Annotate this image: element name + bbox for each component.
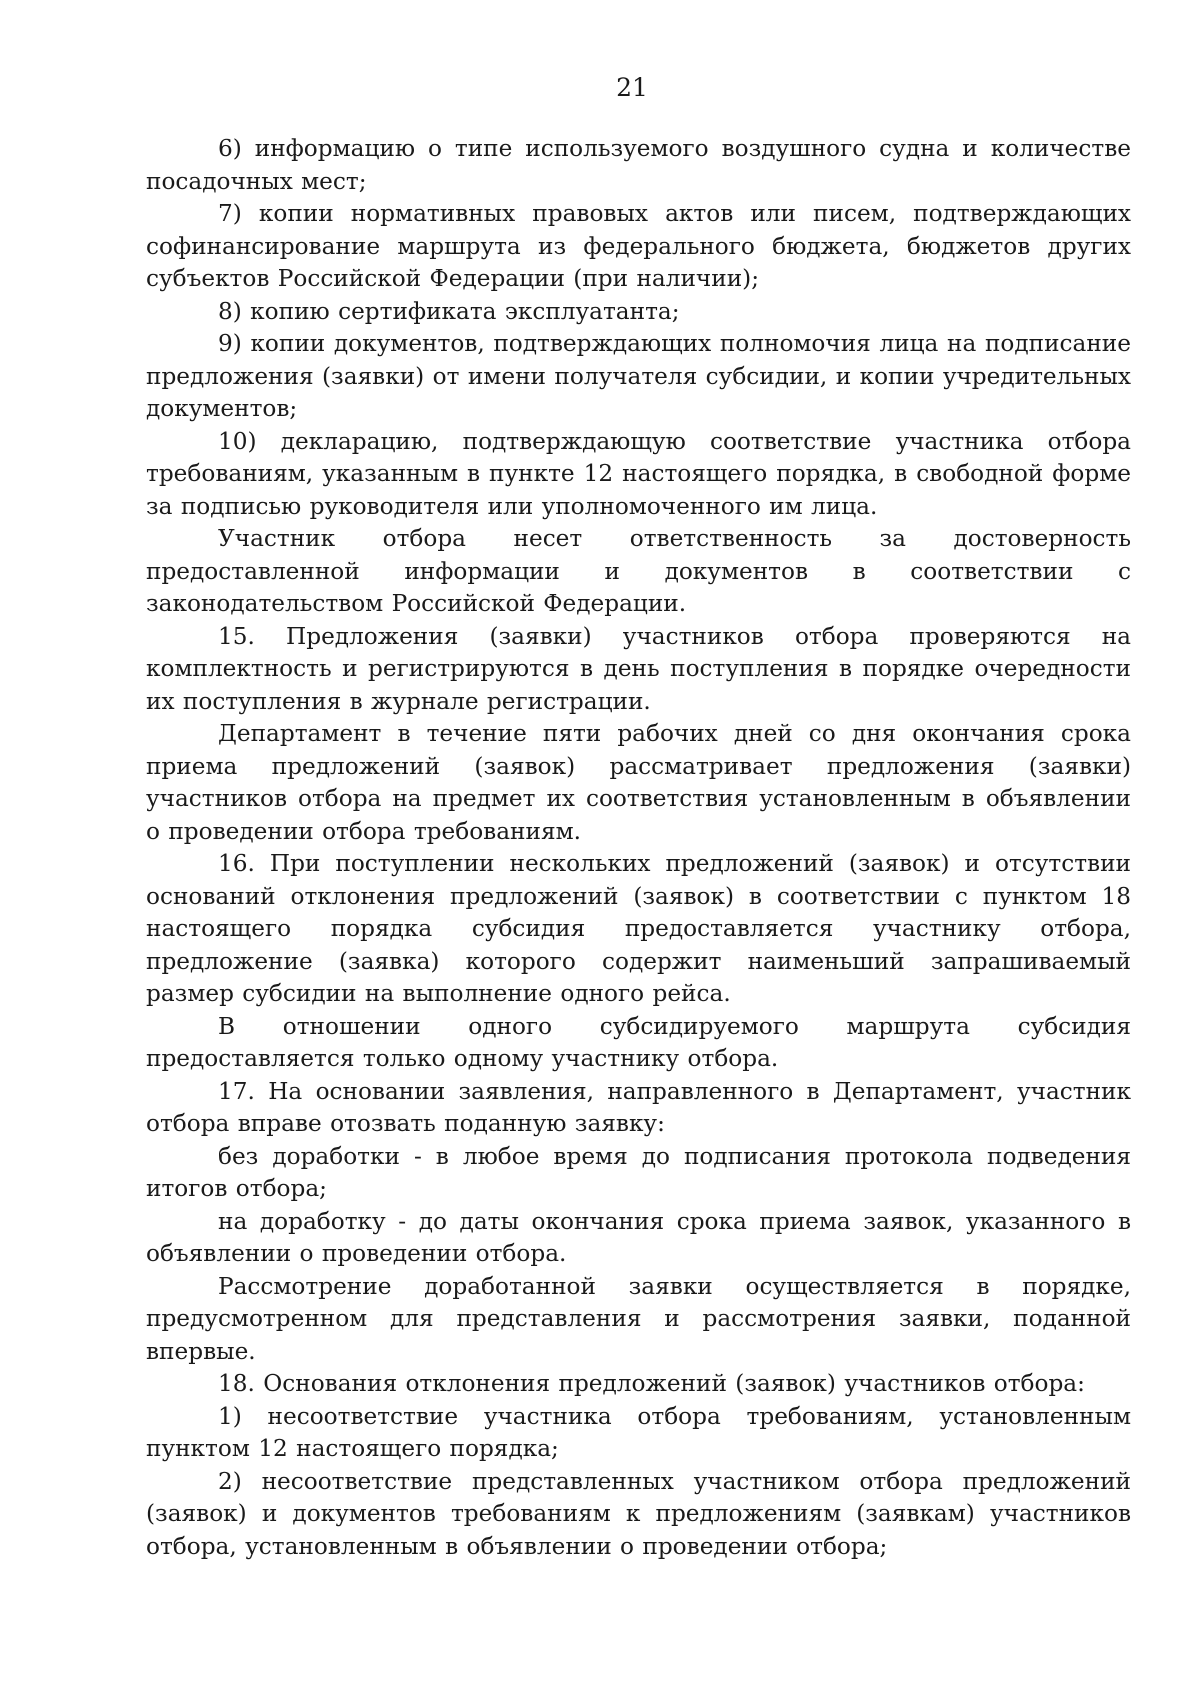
paragraph-item-7: 7) копии нормативных правовых актов или писем, подтверждающих софинансирование маршрута из федерального бюджета, бюджетов других субъектов Российской Федерации (при наличии); — [146, 200, 1131, 292]
paragraph-single-participant: В отношении одного субсидируемого маршрута субсидия предоставляется только одному участнику отбора. — [146, 1012, 1131, 1072]
paragraph-clause-17: 17. На основании заявления, направленного в Департамент, участник отбора вправе отозвать поданную заявку: — [146, 1077, 1131, 1137]
paragraph-item-8: 8) копию сертификата эксплуатанта; — [218, 297, 680, 325]
paragraph-clause-18: 18. Основания отклонения предложений (заявок) участников отбора: — [218, 1370, 1085, 1397]
paragraph-item-9: 9) копии документов, подтверждающих полномочия лица на подписание предложения (заявки) от имени получателя субсидии, и копии учредительных документов; — [146, 330, 1131, 422]
paragraph-rejection-2: 2) несоответствие представленных участником отбора предложений (заявок) и документов требованиям к предложениям (заявкам) участников отбора, установленным в объявлении о проведении отбора; — [146, 1467, 1131, 1560]
paragraph-for-revision: на доработку - до даты окончания срока приема заявок, указанного в объявлении о проведении отбора. — [146, 1207, 1131, 1267]
document-body — [146, 133, 1131, 1563]
paragraph-clause-15: 15. Предложения (заявки) участников отбора проверяются на комплектность и регистрируются в день поступления в порядке очередности их поступления в журнале регистрации. — [146, 622, 1131, 715]
page-number: 21 — [616, 73, 648, 102]
paragraph-rejection-1: 1) несоответствие участника отбора требованиям, установленным пунктом 12 настоящего порядка; — [146, 1402, 1131, 1462]
paragraph-item-6: 6) информацию о типе используемого воздушного судна и количестве посадочных мест; — [146, 135, 1131, 195]
paragraph-revised-review: Рассмотрение доработанной заявки осуществляется в порядке, предусмотренном для представления и рассмотрения заявки, поданной впервые. — [146, 1272, 1131, 1365]
paragraph-responsibility: Участник отбора несет ответственность за достоверность предоставленной информации и документов в соответствии с законодательством Российской Федерации. — [146, 525, 1131, 617]
paragraph-without-revision: без доработки - в любое время до подписания протокола подведения итогов отбора; — [146, 1142, 1131, 1202]
paragraph-clause-16: 16. При поступлении нескольких предложений (заявок) и отсутствии оснований отклонения предложений (заявок) в соответствии с пунктом 18 настоящего порядка субсидия предоставляется участнику отбора, предложение (заявка) которого содержит наименьший запрашиваемый размер субсидии на выполнение одного рейса. — [146, 850, 1131, 1007]
paragraph-department-review: Департамент в течение пяти рабочих дней со дня окончания срока приема предложений (заявок) рассматривает предложения (заявки) участников отбора на предмет их соответствия установленным в объявлении о проведении отбора требованиям. — [146, 720, 1131, 845]
paragraph-item-10: 10) декларацию, подтверждающую соответствие участника отбора требованиям, указанным в пункте 12 настоящего порядка, в свободной форме за подписью руководителя или уполномоченного им лица. — [146, 427, 1131, 520]
